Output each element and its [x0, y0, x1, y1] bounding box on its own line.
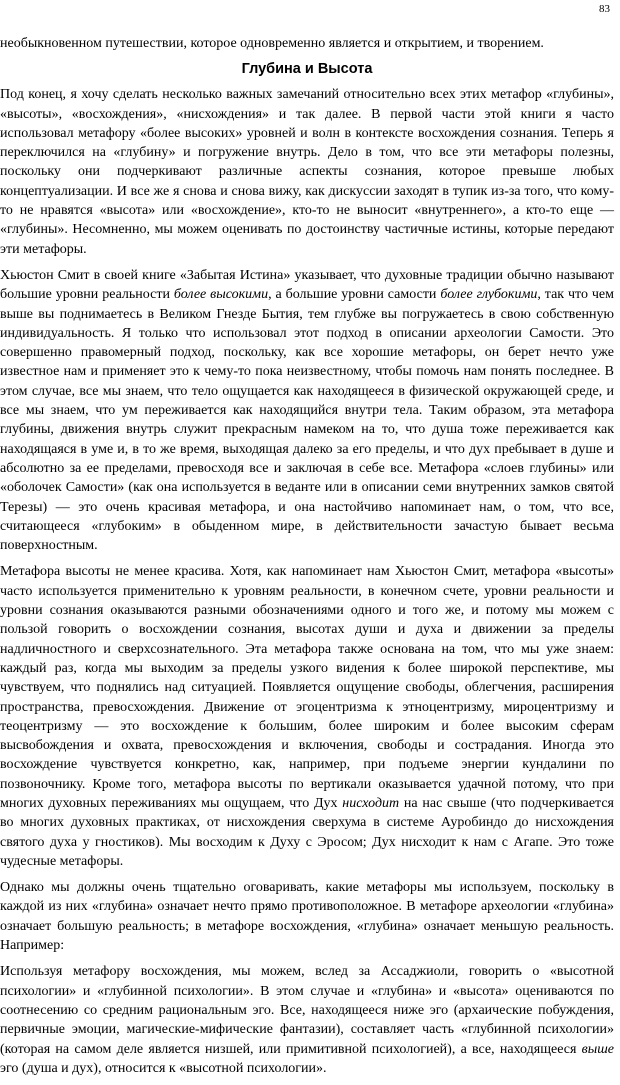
page-number: 83: [599, 3, 610, 15]
paragraph-5: [0, 962, 614, 1078]
text-segment: Используя метафору восхождения, мы можем, вслед за Ассаджиоли, говорить о «высотной психологии» и «глубинной психологии». В этом случае и «глубина» и «высота» оцениваются по соотнесению со средним рациональным эго. Все, находящееся ниже эго (архаические побуждения, первичные эмоции, магические-мифические фантазии), составляет часть «глубинной психологии» (которая на самом деле является низшей, или примитивной психологией), а все, находящееся: [0, 964, 614, 1057]
paragraph-2: [0, 266, 614, 555]
text-segment: , так что чем выше вы поднимаетесь в Великом Гнезде Бытия, тем глубже вы погружаетесь в свою собственную индивидуальность. Я только что использовал этот подход в описании археологии Самости. Это совершенно правомерный подход, поскольку, как все хорошие метафоры, он берет нечто уже известное нам и применяет это к чему-то пока неизвестному, чтобы помочь нам понять последнее. В этом случае, все мы знаем, что тело ощущается как находящееся в физической окружающей среде, и все мы знаем, что ум переживается как находящийся внутри тела. Таким образом, эта метафора глубины, движения внутрь служит прекрасным намеком на то, что душа тоже переживается как находящаяся в уме и, в то же время, выходящая далеко за его пределы, и что дух пребывает в душе и абсолютно за ее пределами, превосходя все и заключая в себе все. Метафора «слоев глубины» или «оболочек Самости» (как она используется в веданте или в описании семи внутренних замков святой Терезы) — это очень красивая метафора, и она настойчиво напоминает нам, о том, что все, считающееся «глубоким» в обыденном мире, в действительности зачастую бывает весьма поверхностным.: [0, 287, 614, 554]
paragraph-3: [0, 562, 614, 871]
emphasis-text: более высокими: [173, 287, 269, 303]
paragraph-4: Однако мы должны очень тщательно оговаривать, какие метафоры мы используем, поскольку в каждой из них «глубина» означает нечто прямо противоположное. В метафоре археологии «глубина» означает большую реальность; в метафоре восхождения, «глубина» означает меньшую реальность. Например:: [0, 880, 614, 954]
emphasis-text: выше: [581, 1041, 614, 1057]
emphasis-text: нисходит: [342, 795, 400, 811]
section-heading: Глубина и Высота: [241, 61, 373, 78]
text-segment: эго (душа и дух), относится к «высотной психологии».: [0, 1060, 327, 1076]
text-segment: , а большие уровни самости: [268, 287, 441, 303]
text-segment: на нас свыше (что подчеркивается во многих духовных практиках, от нисхождения сверхума в системе Ауробиндо до нисхождения святого духа у гностиков). Мы восходим к Духу с Эросом; Дух нисходит к нам с Агапе. Это тоже чудесные метафоры.: [0, 795, 614, 869]
emphasis-text: более глубокими: [440, 287, 538, 303]
text-segment: Хьюстон Смит в своей книге «Забытая Истина» указывает, что духовные традиции обычно называют большие уровни реальности: [0, 267, 614, 303]
text-segment: Метафора высоты не менее красива. Хотя, как напоминает нам Хьюстон Смит, метафора «высоты» часто используется применительно к уровням реальности, в конечном счете, уровни реальности и уровни сознания оказываются разными обозначениями одного и того же, и потому мы можем с пользой говорить о восхождении сознания, высотах души и духа и движении за пределы надличностного и сверхсознательного. Эта метафора также основана на том, что мы уже знаем: каждый раз, когда мы выходим за пределы узкого видения к более широкой перспективе, мы чувствуем, что поднялись над ситуацией. Появляется ощущение свободы, облегчения, расширения пространства, превосхождения. Движение от эгоцентризма к этноцентризму, мироцентризму и теоцентризму — это восхождение к большим, более широким и более высоким сферам высвобождения и охвата, превосхождения и включения, свободы и сострадания. Иногда это восхождение чувствуется конкретно, как, например, при подъеме энергии кундалини по позвоночнику. Кроме того, метафора высоты по вертикали оказывается удачной потому, что при многих духовных переживаниях мы ощущаем, что Дух: [0, 564, 614, 811]
paragraph-1: Под конец, я хочу сделать несколько важных замечаний относительно всех этих метафор «глубины», «высоты», «восхождения», «нисхождения» и так далее. В первой части этой книги я часто использовал метафору «более высоких» уровней и волн в контексте восхождения сознания. Теперь я переключился на «глубину» и погружение внутрь. Дело в том, что все эти метафоры полезны, поскольку они подчеркивают различные аспекты сознания, которое превыше любых концептуализации. И все же я снова и снова вижу, как дискуссии заходят в тупик из-за того, что кому-то не нравятся «высота» или «восхождение», кто-то не выносит «внутреннего», а кто-то еще — «глубины». Несомненно, мы можем оценивать по достоинству частичные истины, которые передают эти метафоры.: [0, 87, 614, 257]
page-body: [0, 34, 614, 1085]
lead-paragraph: необыкновенном путешествии, которое одновременно является и открытием, и творением.: [0, 36, 544, 51]
